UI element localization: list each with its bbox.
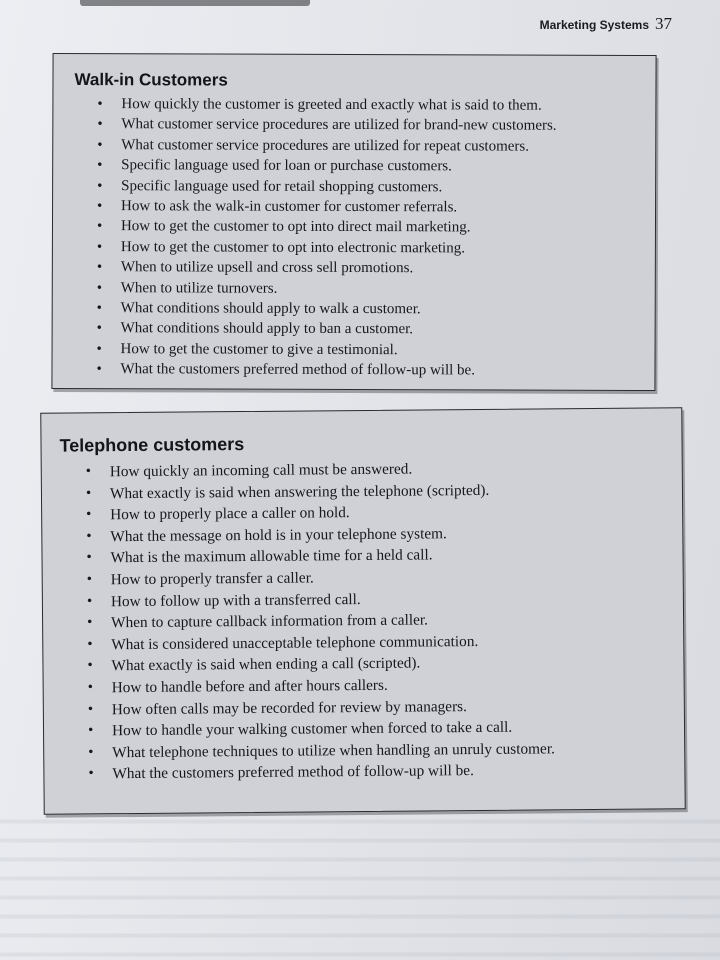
list-item: • Specific language used for retail shopping customers. (121, 176, 655, 198)
list-item: • How quickly the customer is greeted and exactly what is said to them. (121, 94, 655, 116)
list-item: • When to utilize turnovers. (121, 278, 655, 300)
telephone-customers-heading: Telephone customers (59, 434, 245, 456)
previous-page-edge (80, 0, 310, 6)
list-item: • How quickly an incoming call must be answered. (110, 456, 682, 483)
list-item: • What customer service procedures are utilized for repeat customers. (121, 135, 655, 157)
list-item: • How to handle your walking customer when forced to take a call. (112, 715, 684, 742)
telephone-customers-box (40, 407, 685, 815)
page-number: 37 (655, 14, 672, 33)
list-item: • What the message on hold is in your telephone system. (110, 521, 682, 548)
list-item: • How to ask the walk-in customer for customer referrals. (121, 196, 655, 218)
list-item: • How to get the customer to opt into direct mail marketing. (121, 217, 655, 239)
telephone-customers-list (42, 451, 685, 785)
list-item: • What conditions should apply to walk a customer. (121, 298, 655, 320)
list-item: • What conditions should apply to ban a customer. (121, 319, 655, 341)
list-item: • How to get the customer to opt into electronic marketing. (121, 237, 655, 259)
list-item: • How often calls may be recorded for review by managers. (112, 694, 684, 721)
walk-in-customers-heading: Walk-in Customers (74, 70, 228, 90)
list-item: • What customer service procedures are utilized for brand-new customers. (121, 115, 655, 137)
walk-in-customers-box (51, 53, 656, 391)
show-through-text (0, 810, 720, 960)
list-item: • How to handle before and after hours callers. (112, 672, 684, 699)
list-item: • Specific language used for loan or purchase customers. (121, 155, 655, 177)
list-item: • How to properly place a caller on hold. (110, 499, 682, 526)
list-item: • What the customers preferred method of follow-up will be. (112, 759, 684, 786)
list-item: • What is considered unacceptable telephone communication. (111, 629, 683, 656)
list-item: • What exactly is said when ending a call (scripted). (111, 651, 683, 678)
walk-in-customers-list (52, 90, 655, 382)
list-item: • What the customers preferred method of follow-up will be. (120, 359, 654, 381)
list-item: • When to capture callback information from a caller. (111, 607, 683, 634)
list-item: • How to get the customer to give a testimonial. (121, 339, 655, 361)
list-item: • What exactly is said when answering the telephone (scripted). (110, 478, 682, 505)
running-head-section: Marketing Systems (539, 18, 649, 32)
running-head (540, 14, 672, 34)
list-item: • What is the maximum allowable time for a held call. (110, 543, 682, 570)
list-item: • How to follow up with a transferred call. (111, 586, 683, 613)
list-item: • How to properly transfer a caller. (111, 564, 683, 591)
list-item: • When to utilize upsell and cross sell promotions. (121, 257, 655, 279)
list-item: • What telephone techniques to utilize when handling an unruly customer. (112, 737, 684, 764)
